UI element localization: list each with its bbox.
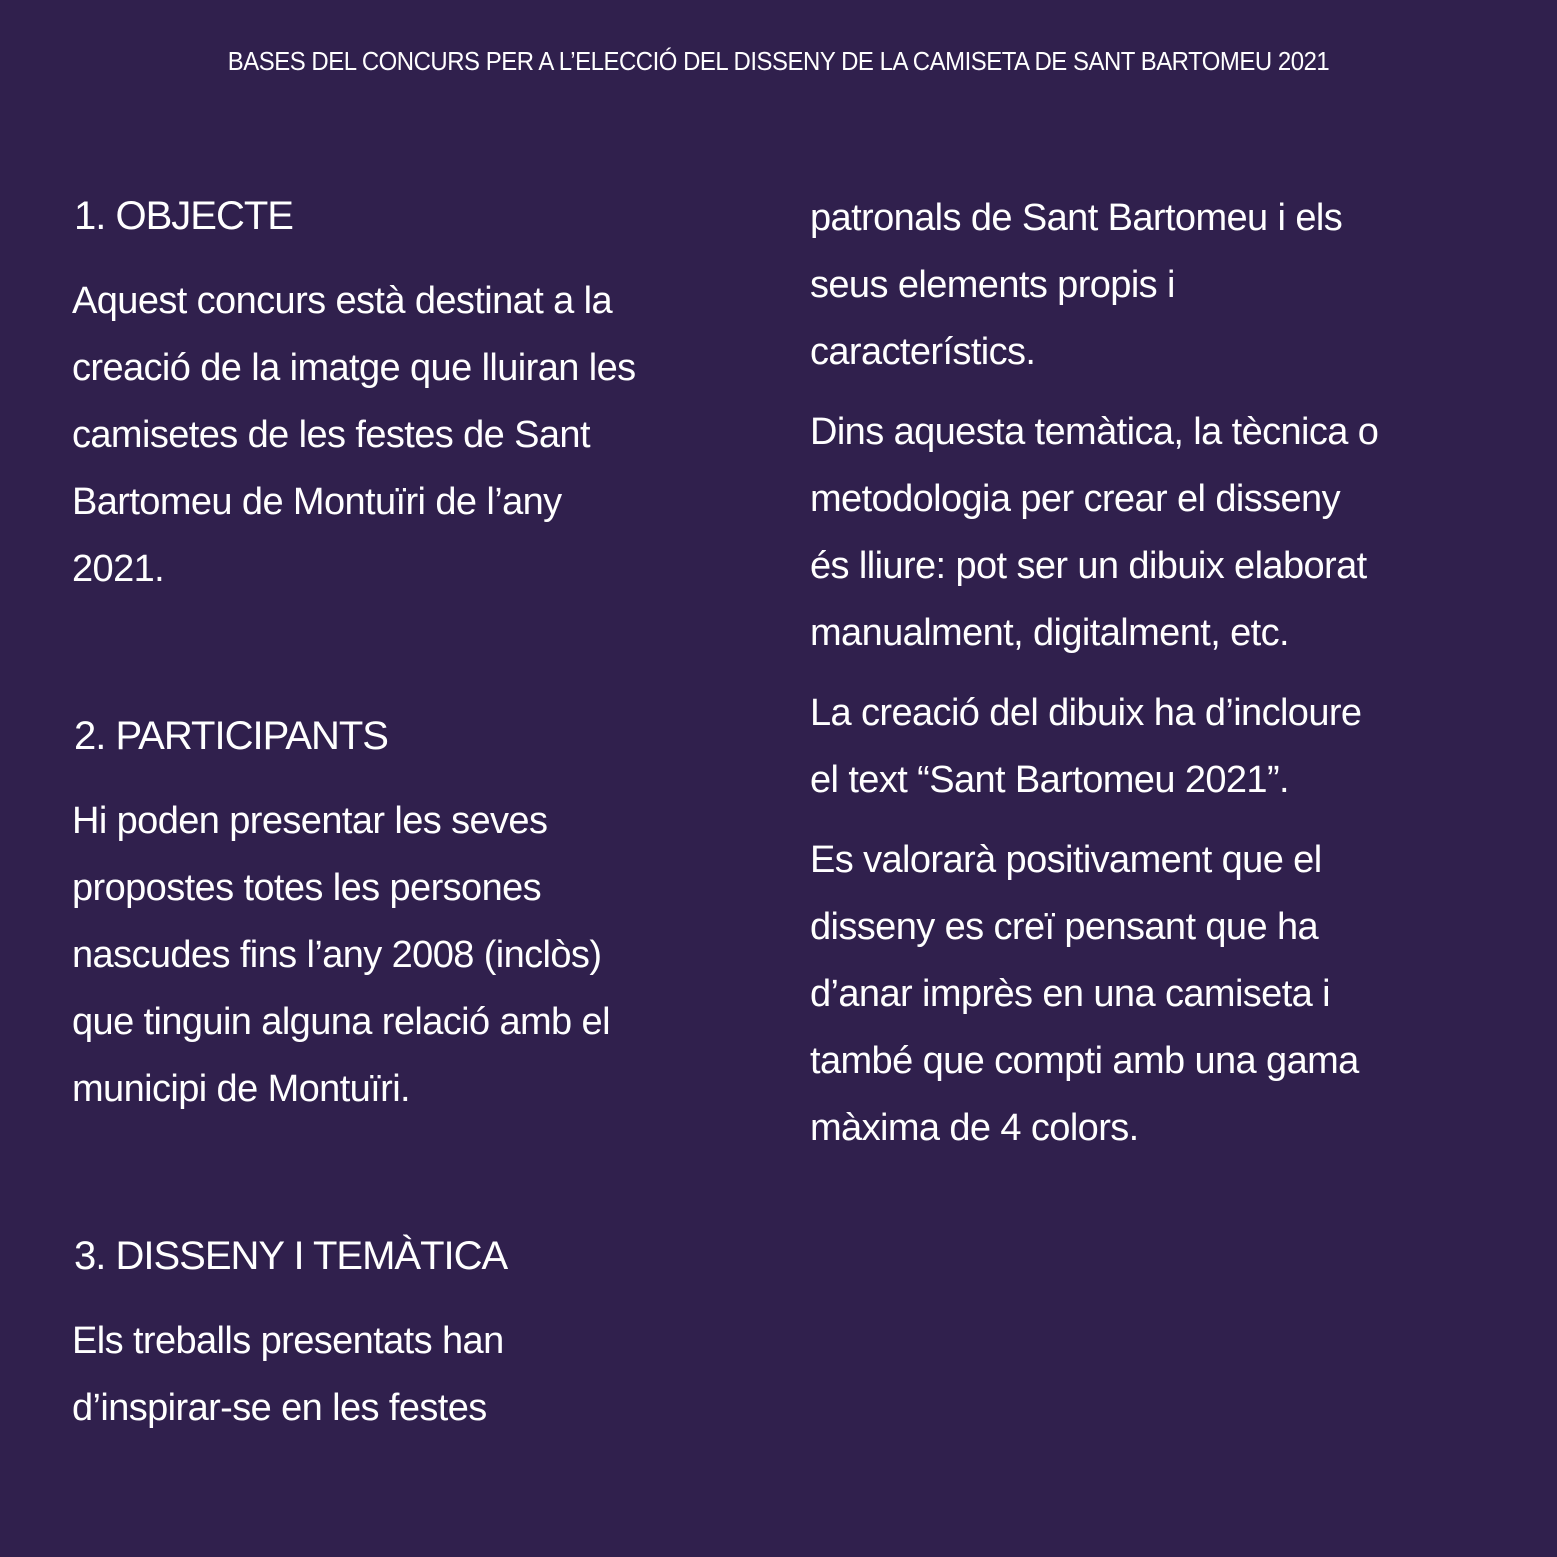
text-line: disseny es creï pensant que ha [810,906,1319,948]
text-line: Dins aquesta temàtica, la tècnica o [810,411,1379,453]
paragraph [810,680,1470,814]
section-objecte [72,186,732,706]
text-line: que tinguin alguna relació amb el [72,1001,610,1043]
text-line: d’anar imprès en una camiseta i [810,973,1331,1015]
text-line: creació de la imatge que lluiran les [72,347,636,389]
section-heading: 3. DISSENY I TEMÀTICA [74,1234,508,1278]
text-line: característics. [810,331,1036,373]
text-line: nascudes fins l’any 2008 (inclòs) [72,934,602,976]
section-body [72,788,732,1123]
left-column [72,186,732,1442]
paragraph [810,399,1470,667]
text-line: d’inspirar-se en les festes [72,1387,487,1429]
text-line: seus elements propis i [810,264,1175,306]
section-participants [72,706,732,1226]
text-line: Es valorarà positivament que el [810,839,1322,881]
text-line: La creació del dibuix ha d’incloure [810,692,1362,734]
text-line: manualment, digitalment, etc. [810,612,1289,654]
section-disseny-tematica [72,1226,732,1442]
section-body [72,1308,732,1442]
text-line: metodologia per crear el disseny [810,478,1340,520]
text-line: Els treballs presentats han [72,1320,504,1362]
text-line: el text “Sant Bartomeu 2021”. [810,759,1289,801]
text-line: patronals de Sant Bartomeu i els [810,197,1343,239]
text-line: Bartomeu de Montuïri de l’any [72,481,562,523]
section-heading: 2. PARTICIPANTS [74,714,388,758]
text-line: 2021. [72,548,165,590]
right-column [810,185,1470,1175]
text-line: camisetes de les festes de Sant [72,414,590,456]
text-line: municipi de Montuïri. [72,1068,410,1110]
paragraph [810,827,1470,1162]
text-line: Hi poden presentar les seves [72,800,548,842]
text-line: màxima de 4 colors. [810,1107,1139,1149]
paragraph [810,185,1470,386]
text-line: propostes totes les persones [72,867,542,909]
text-line: és lliure: pot ser un dibuix elaborat [810,545,1367,587]
section-body [72,268,732,603]
page-title: BASES DEL CONCURS PER A L’ELECCIÓ DEL DISSENY DE LA CAMISETA DE SANT BARTOMEU 2021 [227,46,1330,76]
section-heading: 1. OBJECTE [74,194,293,238]
text-line: Aquest concurs està destinat a la [72,280,612,322]
text-line: també que compti amb una gama [810,1040,1359,1082]
